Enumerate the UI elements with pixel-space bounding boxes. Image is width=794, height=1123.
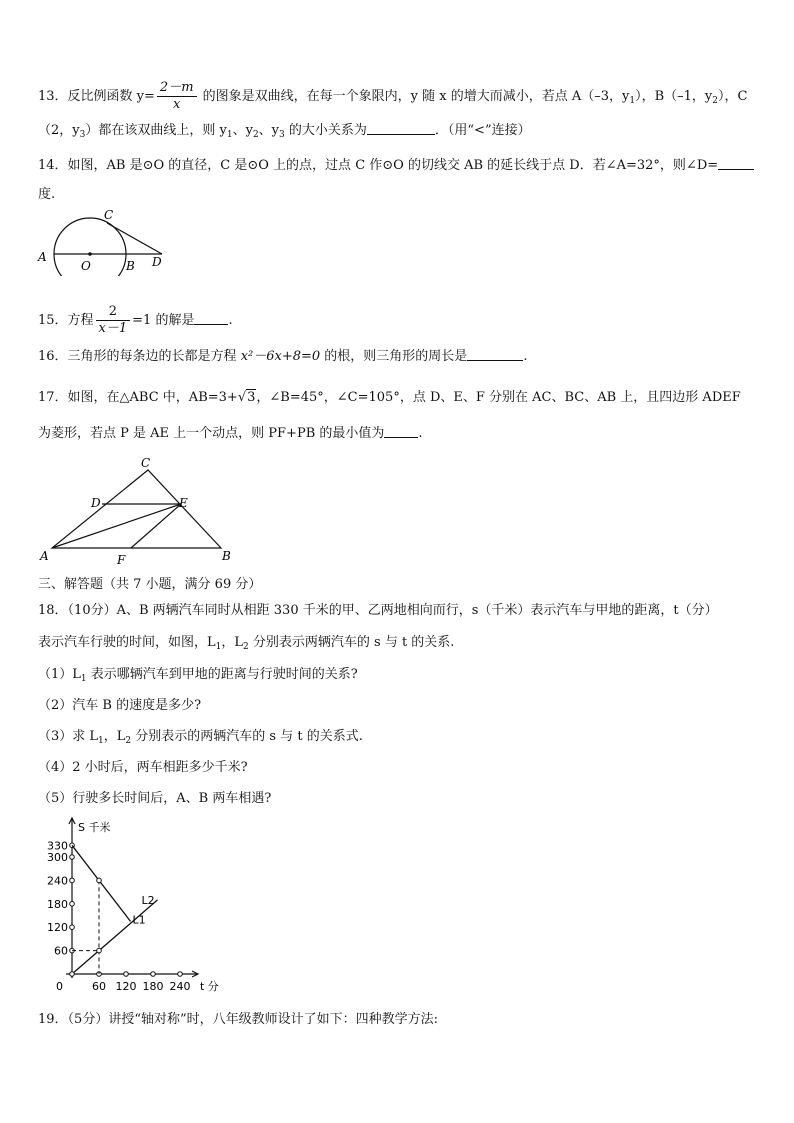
q17-text: .: [418, 426, 423, 441]
segment-ef: [131, 504, 181, 548]
q18-line2: [38, 634, 766, 656]
q15-text: .: [228, 313, 233, 328]
fraction-numerator: 2: [96, 304, 131, 321]
q15-text: 15．方程: [38, 313, 94, 328]
q18-text: ，L: [221, 635, 244, 650]
q18-part4: [38, 759, 766, 777]
q18-text: （2）汽车 B 的速度是多少?: [38, 698, 202, 713]
subscript: 1: [80, 674, 87, 684]
q16-equation: x²－6x+8=0: [240, 349, 321, 364]
q13-text: 的大小关系为: [284, 123, 367, 138]
q18-text: 表示哪辆汽车到甲地的距离与行驶时间的关系?: [86, 667, 358, 682]
segment-ae: [52, 504, 181, 548]
x-tick-marker: [151, 972, 156, 977]
q16-line: [38, 348, 766, 366]
q18-part3: [38, 728, 766, 750]
answer-blank[interactable]: [367, 122, 435, 135]
q18-text: ，L: [103, 729, 126, 744]
q18-part2: [38, 697, 766, 715]
label-c: C: [141, 456, 151, 470]
label-b: B: [126, 259, 135, 273]
origin-marker: [70, 972, 75, 977]
label-f: F: [117, 553, 126, 566]
q18-line1: [38, 602, 766, 620]
y-tick-marker: [70, 902, 75, 907]
x-tick-label: 240: [169, 980, 191, 993]
q17-line2: [38, 425, 766, 443]
x-tick-label: 180: [142, 980, 164, 993]
q16-text: .: [523, 349, 528, 364]
point-l1-60: [97, 878, 102, 883]
q18-text: 18．（10分）A、B 两辆汽车同时从相距 330 千米的甲、乙两地相向而行，s（千米）表示汽车与甲地的距离，t（分）: [38, 603, 718, 618]
y-axis-label: S 千米: [78, 821, 111, 834]
subscript: 1: [98, 736, 104, 746]
q15-fraction: [96, 304, 131, 337]
fraction-denominator: x: [173, 97, 181, 112]
q15-text: =1 的解是: [132, 313, 195, 328]
triangle-abc: [52, 470, 221, 548]
label-e: E: [179, 496, 188, 510]
q13-fraction: [157, 80, 197, 113]
x-tick-marker: [178, 972, 183, 977]
line-l1: [72, 845, 131, 921]
q18-text: （5）行驶多长时间后，A、B 两车相遇?: [38, 791, 272, 806]
q13-text: （2，y: [38, 123, 80, 138]
q14-circle-figure: [34, 206, 174, 276]
y-tick-label: 300: [47, 851, 68, 864]
q13-line2: [38, 122, 766, 144]
point-l2-60: [97, 948, 102, 953]
y-tick-label: 180: [47, 897, 68, 911]
q18-text: 分别表示两辆汽车的 s 与 t 的关系.: [248, 635, 455, 650]
subscript: 2: [252, 130, 259, 140]
x-tick-label: 60: [92, 980, 106, 993]
y-tick-marker: [70, 925, 75, 930]
q14-text: 度.: [38, 187, 56, 202]
label-a: A: [38, 250, 47, 264]
origin-label: 0: [56, 980, 63, 993]
label-d: D: [152, 255, 162, 269]
q14-text: 14．如图，AB 是⊙O 的直径，C 是⊙O 上的点，过点 C 作⊙O 的切线交 AB 的延长线于点 D．若∠A=32°，则∠D=: [38, 158, 719, 173]
fraction-denominator: x－1: [98, 321, 128, 336]
x-axis-label: t 分: [200, 980, 219, 993]
q16-text: 16．三角形的每条边的长都是方程: [38, 349, 241, 364]
q16-text: 的根，则三角形的周长是: [320, 349, 468, 364]
q14-line2: [38, 186, 766, 204]
subscript: 3: [79, 130, 86, 140]
line-l2: [72, 900, 158, 974]
section-heading: [38, 576, 766, 594]
answer-blank[interactable]: [384, 425, 418, 438]
q17-text: ，∠B=45°，∠C=105°，点 D、E、F 分别在 AC、BC、AB 上，且四边形 ADEF: [256, 390, 741, 405]
line-l2-label: L2: [141, 893, 155, 907]
subscript: 2: [712, 96, 719, 106]
q13-text: ）都在该双曲线上，则 y: [85, 123, 227, 138]
q19-text: 19．（5分）讲授“轴对称”时，八年级教师设计了如下：四种教学方法:: [38, 1012, 438, 1027]
q14-line1: [38, 157, 766, 175]
label-b: B: [222, 549, 231, 563]
q17-text: 17．如图，在△ABC 中，AB=3+: [38, 390, 238, 405]
y-tick-label: 120: [47, 921, 68, 935]
label-d: D: [91, 496, 101, 510]
q13-text: 13．反比例函数 y=: [38, 89, 155, 104]
q18-part5: [38, 790, 766, 808]
subscript: 3: [279, 130, 285, 140]
center-point: [88, 252, 92, 256]
x-tick-marker: [124, 972, 129, 977]
subscript: 1: [215, 642, 222, 652]
q18-part1: [38, 666, 766, 688]
y-tick-label: 240: [47, 874, 68, 888]
answer-blank[interactable]: [718, 157, 754, 170]
q13-line1: [38, 80, 766, 113]
sqrt-radicand: 3: [247, 390, 256, 405]
answer-blank[interactable]: [194, 312, 228, 325]
q13-text: 、y: [232, 123, 253, 138]
section-title: 三、解答题（共 7 小题，满分 69 分）: [38, 577, 262, 592]
q17-line1: 17．如图，在△ABC 中，AB=3+√3，∠B=45°，∠C=105°，点 D、E、F 分别在 AC、BC、AB 上，且四边形 ADEF: [38, 390, 741, 405]
q17-triangle-figure: [36, 454, 236, 566]
subscript: 1: [629, 96, 636, 106]
line-l1-label: L1: [132, 913, 146, 927]
q15-line: [38, 304, 766, 337]
answer-blank[interactable]: [467, 348, 523, 361]
subscript: 2: [125, 736, 132, 746]
q18-text: 分别表示的两辆汽车的 s 与 t 的关系式.: [131, 729, 363, 744]
q13-text: 的图象是双曲线，在每一个象限内，y 随 x 的增大而减小，若点 A（–3，y: [198, 89, 630, 104]
subscript: 2: [243, 642, 249, 652]
q17-text: 为菱形，若点 P 是 AE 上一个动点，则 PF+PB 的最小值为: [38, 426, 385, 441]
label-o: O: [81, 259, 91, 273]
q18-text: （3）求 L: [38, 729, 99, 744]
x-tick-label: 120: [115, 980, 137, 993]
q13-text: ），C: [718, 89, 748, 104]
y-tick-marker: [70, 878, 75, 883]
q19-line: [38, 1011, 766, 1029]
y-tick-marker: [70, 855, 75, 860]
q13-text: ．（用“<”连接）: [434, 123, 531, 138]
subscript: 1: [226, 130, 233, 140]
y-tick-label: 60: [54, 944, 68, 958]
st-graph: [36, 812, 236, 1000]
q18-text: （4）2 小时后，两车相距多少千米?: [38, 760, 248, 775]
q13-text: ），B（–1，y: [635, 89, 713, 104]
label-c: C: [104, 208, 114, 222]
y-tick-label: 330: [47, 839, 68, 853]
q18-text: （1）L: [38, 667, 81, 682]
tangent-line-cd: [107, 223, 162, 254]
label-a: A: [40, 549, 49, 563]
q13-text: 、y: [258, 123, 280, 138]
fraction-numerator: 2－m: [157, 80, 197, 97]
q18-text: 表示汽车行驶的时间，如图，L: [38, 635, 216, 650]
